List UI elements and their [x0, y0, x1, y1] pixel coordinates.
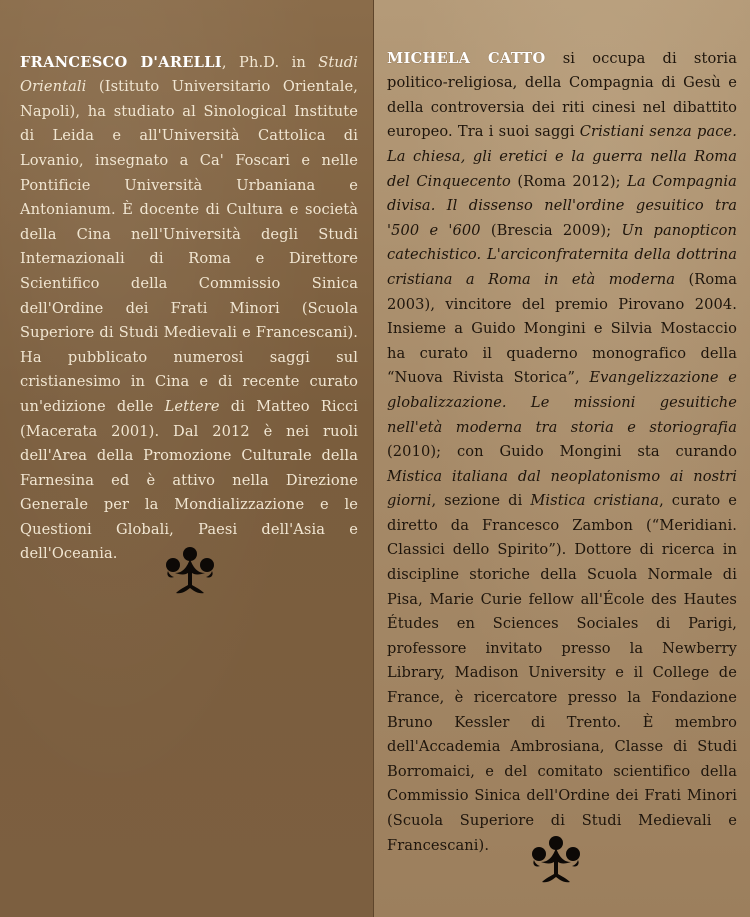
- text-run: di Matteo Ricci (Macerata 2001). Dal 2012 è nei ruoli dell'Area della Promozione Culturale della Farnesina ed è attivo nella Direzione Generale per la Mondializzazione e le Questioni Globali, Paesi dell'Asia e dell'Oceania.: [20, 397, 358, 563]
- author-bio-darelli: [20, 51, 358, 567]
- italic-title-run: Un panopticon catechistico. L'arciconfraternita della dottrina cristiana a Roma in età moderna: [387, 221, 737, 288]
- fleur-de-lis-icon: [529, 834, 583, 886]
- text-run: , Ph.D. in: [221, 53, 319, 71]
- italic-title-run: Mistica cristiana: [530, 492, 660, 510]
- text-run: (Roma 2012);: [510, 172, 628, 190]
- text-run: , curato e diretto da Francesco Zambon (“Meridiani. Classici dello Spirito”). Dottore di ricerca in discipline storiche della Scuola Normale di Pisa, Marie Curie fellow all'École des Hautes Études en Sciences Sociales di Parigi, professore invitato presso la Newberry Library, Madison University e il College de France, è ricercatore presso la Fondazione Bruno Kessler di Trento. È membro dell'Accademia Ambrosiana, Classe di Studi Borromaici, e del comitato scientifico della Commissio Sinica dell'Ordine dei Frati Minori (Scuola Superiore di Studi Medievali e Francescani).: [387, 492, 738, 854]
- text-run: (Istituto Universitario Orientale, Napoli), ha studiato al Sinological Institute di Leida e all'Università Cattolica di Lovanio, insegnato a Ca' Foscari e nelle Pontificie Università Urbaniana e Antonianum. È docente di Cultura e società della Cina nell'Università degli Studi Internazionali di Roma e Direttore Scientifico della Commissio Sinica dell'Ordine dei Frati Minori (Scuola Superiore di Studi Medievali e Francescani). Ha pubblicato numerosi saggi sul cristianesimo in Cina e di recente curato un'edizione delle: [20, 78, 358, 415]
- right-flap: [374, 0, 750, 917]
- text-run: (2010); con Guido Mongini sta curando: [387, 443, 737, 461]
- text-run: (Brescia 2009);: [480, 221, 622, 239]
- left-flap: [0, 0, 374, 917]
- author-name-darelli: FRANCESCO D'ARELLI: [20, 53, 222, 71]
- text-run: si occupa di storia politico-religiosa, della Compagnia di Gesù e della controversia dei riti cinesi nel dibattito europeo. Tra i suoi saggi: [387, 49, 738, 141]
- italic-title-run: Evangelizzazione e globalizzazione. Le missioni gesuitiche nell'età moderna tra storia e storiografia: [387, 369, 737, 436]
- author-bio-catto: [387, 47, 737, 859]
- text-run: (Roma 2003), vincitore del premio Pirovano 2004. Insieme a Guido Mongini e Silvia Mostaccio ha curato il quaderno monografico della “Nuova Rivista Storica”,: [387, 270, 737, 387]
- italic-title-run: Cristiani senza pace. La chiesa, gli eretici e la guerra nella Roma del Cinquecento: [387, 123, 737, 190]
- italic-title-run: Mistica italiana dal neoplatonismo ai nostri giorni: [387, 467, 737, 510]
- fleur-de-lis-icon: [163, 545, 217, 597]
- italic-title-run: Studi Orientali: [20, 53, 358, 96]
- italic-title-run: La Compagnia divisa. Il dissenso nell'ordine gesuitico tra '500 e '600: [387, 172, 737, 239]
- text-run: , sezione di: [431, 492, 531, 510]
- bio-text-darelli: [20, 54, 358, 563]
- bio-text-catto: [387, 50, 737, 854]
- author-name-catto: MICHELA CATTO: [387, 49, 546, 67]
- italic-title-run: Lettere: [164, 397, 220, 415]
